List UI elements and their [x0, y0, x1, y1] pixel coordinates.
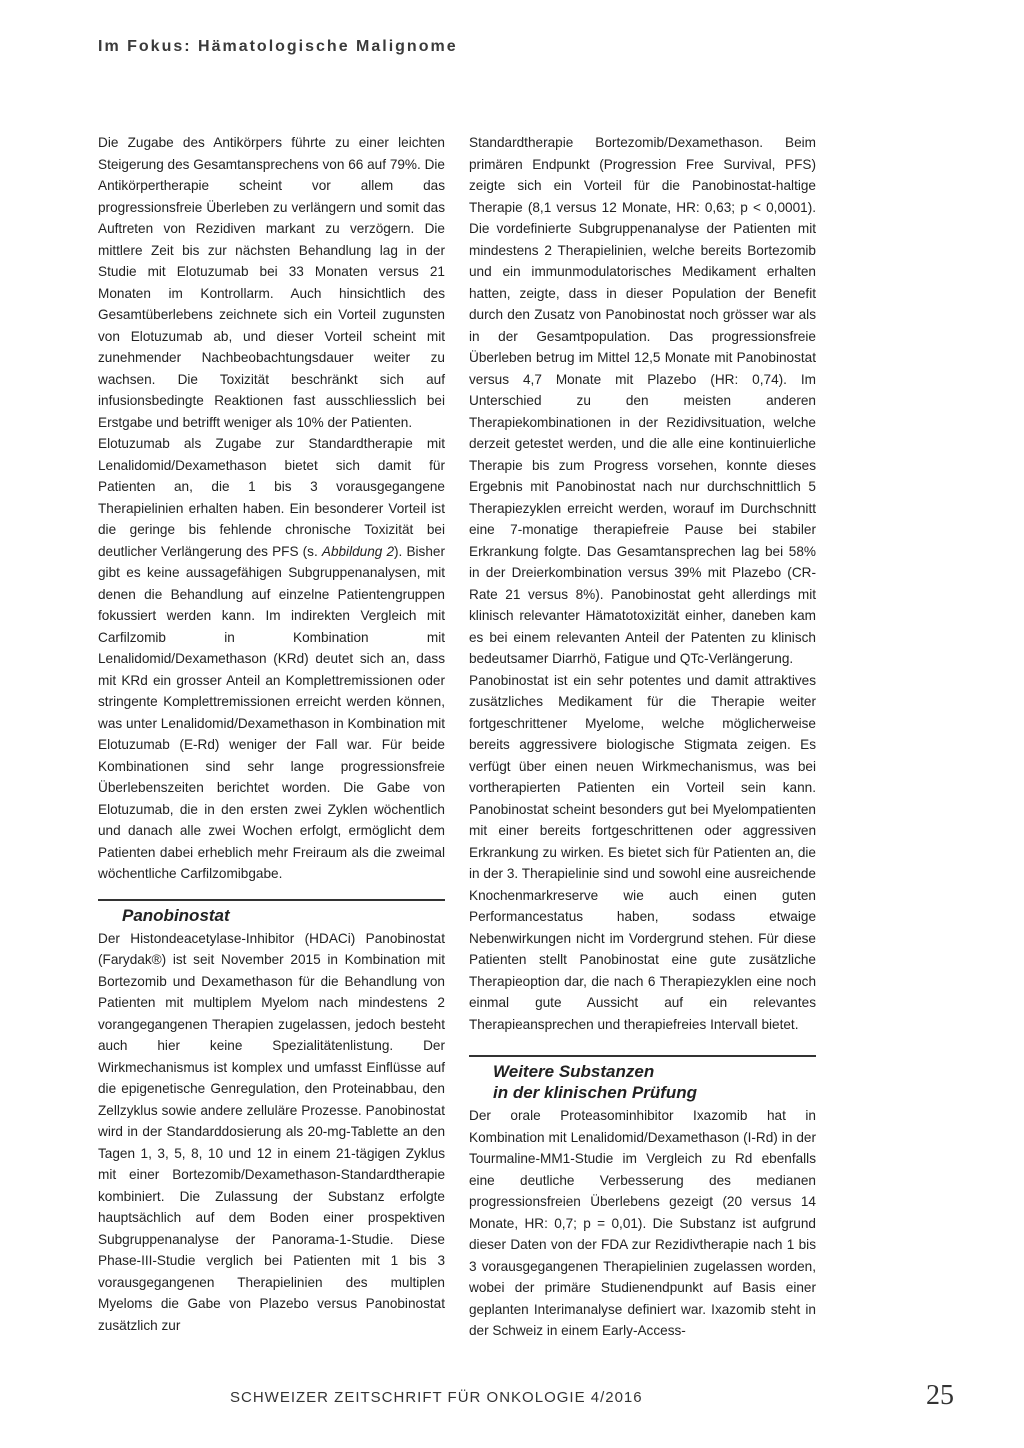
- heading-line: Weitere Substanzen: [493, 1062, 655, 1081]
- paragraph: [98, 433, 445, 885]
- left-column: [98, 132, 445, 1336]
- journal-footer: SCHWEIZER ZEITSCHRIFT FÜR ONKOLOGIE 4/2016: [230, 1389, 643, 1406]
- paragraph: Die Zugabe des Antikörpers führte zu einer leichten Steigerung des Gesamtansprechens von 66 auf 79%. Die Antikörpertherapie scheint vor allem das progressionsfreie Überleben zu verlängern und somit das Auftreten von Rezidiven markant zu verzögern. Die mittlere Zeit bis zur nächsten Behandlung lag in der Studie mit Elotuzumab bei 33 Monaten versus 21 Monaten im Kontrollarm. Auch hinsichtlich des Gesamtüberlebens zeichnete sich ein Vorteil zugunsten von Elotuzumab ab, und dieser Vorteil scheint mit zunehmender Nachbeobachtungsdauer weiter zu wachsen. Die Toxizität beschränkt sich auf infusionsbedingte Reaktionen fast ausschliesslich bei Erstgabe und betrifft weniger als 10% der Patienten.: [98, 135, 445, 430]
- paragraph: Der Histondeacetylase-Inhibitor (HDACi) Panobinostat (Farydak®) ist seit November 2015 in Kombination mit Bortezomib und Dexamethason für die Behandlung von Patienten mit multiplem Myelom nach mindestens 2 vorangegangenen Therapien zugelassen, jedoch besteht auch hier keine Spezialitätenlistung. Der Wirkmechanismus ist komplex und umfasst Einflüsse auf die epigenetische Genregulation, den Proteinabbau, den Zellzyklus sowie andere zelluläre Prozesse. Panobinostat wird in der Standarddosierung als 20-mg-Tablette an den Tagen 1, 3, 5, 8, 10 und 12 in einem 21-tägigen Zyklus mit einer Bortezomib/Dexamethason-Standardtherapie kombiniert. Die Zulassung der Substanz erfolgte hauptsächlich auf dem Boden einer prospektiven Subgruppenanalyse der Panorama-1-Studie. Diese Phase-III-Studie verglich bei Patienten mit 1 bis 3 vorausgegangenen Therapielinien des multiplen Myeloms die Gabe von Plazebo versus Panobinostat zusätzlich zur: [98, 930, 445, 1333]
- page-number: 25: [926, 1380, 954, 1411]
- section-divider: [98, 899, 445, 901]
- figure-reference: Abbildung 2: [321, 543, 395, 559]
- paragraph: Standardtherapie Bortezomib/Dexamethason. Beim primären Endpunkt (Progression Free Survival, PFS) zeigte sich ein Vorteil für die Panobinostat-haltige Therapie (8,1 versus 12 Monate, HR: 0,63; p < 0,0001). Die vordefinierte Subgruppenanalyse der Patienten mit mindestens 2 Therapielinien, welche bereits Bortezomib und ein immunmodulatorisches Medikament erhalten hatten, zeigte, dass in dieser Population der Benefit durch den Zusatz von Panobinostat noch grösser war als in der Gesamtpopulation. Das progressionsfreie Überleben betrug im Mittel 12,5 Monate mit Panobinostat versus 4,7 Monate mit Plazebo (HR: 0,74). Im Unterschied zu den meisten anderen Therapiekombinationen in der Rezidivsituation, welche derzeit getestet werden, und die alle eine kontinuierliche Therapie bis zum Progress vorsehen, konnte dieses Ergebnis mit Panobinostat nach nur durchschnittlich 5 Therapiezyklen erreicht werden, worauf im Durchschnitt eine 7-monatige therapiefreie Pause bei stabiler Erkrankung folgte. Das Gesamtansprechen lag bei 58% in der Dreierkombination versus 39% mit Plazebo (CR-Rate 21 versus 8%). Panobinostat geht allerdings mit klinisch relevanter Hämatotoxizität einher, daneben kam es bei einem relevanten Anteil der Patenten zu klinisch bedeutsamer Diarrhö, Fatigue und QTc-Verlängerung.: [469, 135, 816, 666]
- running-title: Im Fokus: Hämatologische Malignome: [98, 38, 458, 55]
- paragraph: Panobinostat ist ein sehr potentes und damit attraktives zusätzliches Medikament für die Therapie weiter fortgeschrittener Myelome, welche möglicherweise bereits aggressivere biologische Stigmata zeigen. Es verfügt über einen neuen Wirkmechanismus, was bei vortherapierten Patienten ein Vorteil sein kann. Panobinostat scheint besonders gut bei Myelompatienten mit einer bereits fortgeschrittenen oder aggressiven Erkrankung zu wirken. Es bietet sich für Patienten an, die in der 3. Therapielinie sind und sowohl eine ausreichende Knochenmarkreserve wie auch einen guten Performancestatus haben, sodass etwaige Nebenwirkungen nicht im Vordergrund stehen. Für diese Patienten stellt Panobinostat eine gute zusätzliche Therapieoption dar, die nach 6 Therapiezyklen eine noch einmal gute Aussicht auf ein relevantes Therapieansprechen und therapiefreies Intervall bietet.: [469, 672, 816, 1032]
- paragraph: Der orale Proteasominhibitor Ixazomib hat in Kombination mit Lenalidomid/Dexamethason (I-Rd) in der Tourmaline-MM1-Studie im Vergleich zu Rd ebenfalls eine deutliche Verbesserung des medianen progressionsfreien Überlebens gezeigt (20 versus 14 Monate, HR: 0,7; p = 0,01). Die Substanz ist aufgrund dieser Daten von der FDA zur Rezidivtherapie nach 1 bis 3 vorausgegangenen Therapielinien zugelassen worden, wobei der primäre Studienendpunkt auf Basis einer geplanten Interimanalyse definiert war. Ixazomib steht in der Schweiz in einem Early-Access-: [469, 1108, 816, 1338]
- section-heading-weitere-substanzen: [469, 1061, 816, 1103]
- section-heading-panobinostat: Panobinostat: [122, 905, 230, 925]
- paragraph-text: Elotuzumab als Zugabe zur Standardtherapie mit Lenalidomid/Dexamethason bietet sich damit für Patienten an, die 1 bis 3 vorausgegangene Therapielinien erhalten haben. Ein besonderer Vorteil ist die geringe bis fehlende chronische Toxizität bei deutlicher Verlängerung des PFS (s.: [98, 436, 445, 559]
- paragraph-text: ). Bisher gibt es keine aussagefähigen Subgruppenanalysen, mit denen die Behandlung auf einzelne Patientengruppen fokussiert werden kann. Im indirekten Vergleich mit Carfilzomib in Kombination mit Lenalidomid/Dexamethason (KRd) deutet sich an, dass mit KRd ein grosser Anteil an Komplettremissionen oder stringente Komplettremissionen erreicht werden können, was unter Lenalidomid/Dexamethason in Kombination mit Elotuzumab (E-Rd) weniger der Fall war. Für beide Kombinationen sind sehr lange progressionsfreie Überlebenszeiten berichtet worden. Die Gabe von Elotuzumab, die in den ersten zwei Zyklen wöchentlich und danach alle zwei Wochen erfolgt, ermöglicht dem Patienten dabei erheblich mehr Freiraum als die zweimal wöchentliche Carfilzomibgabe.: [98, 543, 445, 881]
- section-divider: [469, 1055, 816, 1057]
- heading-line: in der klinischen Prüfung: [493, 1083, 698, 1102]
- right-column: [469, 132, 816, 1342]
